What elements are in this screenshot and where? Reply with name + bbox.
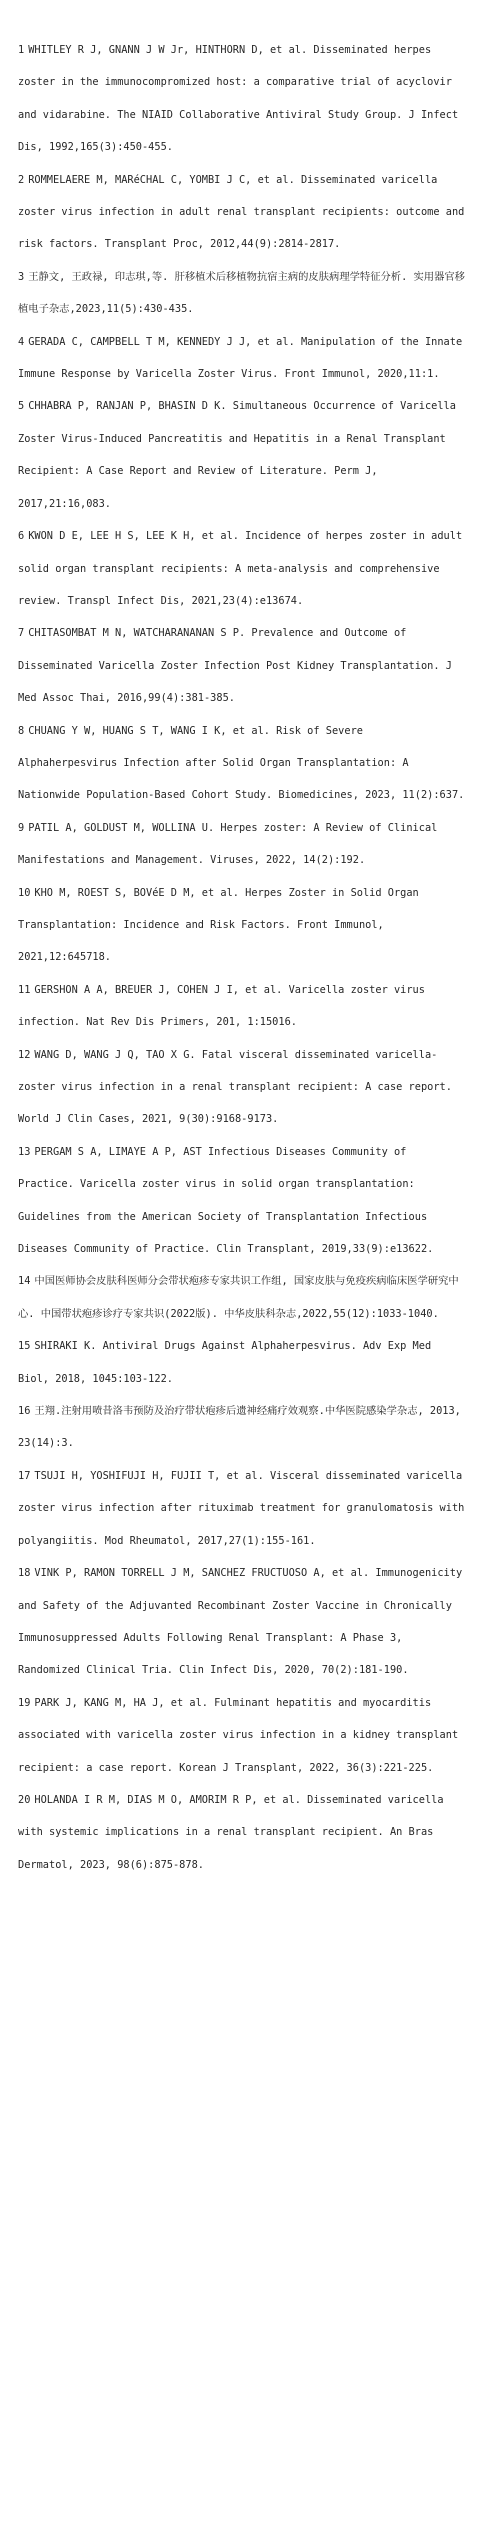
reference-entry bbox=[18, 877, 466, 974]
reference-entry bbox=[18, 1136, 466, 1266]
reference-entry bbox=[18, 1460, 466, 1557]
reference-entry bbox=[18, 974, 466, 1039]
reference-entry bbox=[18, 1265, 466, 1330]
reference-text: SHIRAKI K. Antiviral Drugs Against Alphaherpesvirus. Adv Exp Med Biol, 2018, 1045:103-122. bbox=[18, 1340, 432, 1385]
reference-number: 4 bbox=[18, 335, 25, 348]
reference-number: 18 bbox=[18, 1567, 31, 1580]
reference-list bbox=[18, 34, 466, 1881]
reference-entry bbox=[18, 520, 466, 617]
reference-text: KHO M, ROEST S, BOVéE D M, et al. Herpes Zoster in Solid Organ Transplantation: Incidence and Risk Factors. Front Immunol, 2021,12:645718. bbox=[18, 886, 419, 964]
reference-number: 13 bbox=[18, 1145, 31, 1158]
reference-number: 3 bbox=[18, 270, 25, 283]
reference-entry bbox=[18, 1557, 466, 1687]
reference-number: 16 bbox=[18, 1405, 31, 1418]
reference-number: 5 bbox=[18, 400, 25, 413]
reference-entry bbox=[18, 1687, 466, 1784]
reference-text: CHITASOMBAT M N, WATCHARANANAN S P. Prevalence and Outcome of Disseminated Varicella Zoster Infection Post Kidney Transplantation. J Med Assoc Thai, 2016,99(4):381-385. bbox=[18, 627, 452, 705]
reference-number: 11 bbox=[18, 983, 31, 996]
reference-number: 19 bbox=[18, 1696, 31, 1709]
reference-entry bbox=[18, 1330, 466, 1395]
reference-number: 20 bbox=[18, 1793, 31, 1806]
reference-entry bbox=[18, 715, 466, 812]
reference-entry bbox=[18, 34, 466, 164]
reference-number: 7 bbox=[18, 627, 25, 640]
reference-number: 14 bbox=[18, 1275, 31, 1288]
reference-number: 6 bbox=[18, 530, 25, 543]
reference-text: 王翔.注射用喷昔洛韦预防及治疗带状疱疹后遗神经痛疗效观察.中华医院感染学杂志, 2013, 23(14):3. bbox=[18, 1405, 461, 1450]
reference-text: VINK P, RAMON TORRELL J M, SANCHEZ FRUCTUOSO A, et al. Immunogenicity and Safety of the Adjuvanted Recombinant Zoster Vaccine in Chronically Immunosuppressed Adults Following Renal Transplant: A Phase 3, Randomized Clinical Tria. Clin Infect Dis, 2020, 70(2):181-190. bbox=[18, 1567, 463, 1677]
reference-text: 王静文, 王政禄, 印志琪,等. 肝移植术后移植物抗宿主病的皮肤病理学特征分析. 实用器官移植电子杂志,2023,11(5):430-435. bbox=[18, 270, 465, 316]
reference-text: GERSHON A A, BREUER J, COHEN J I, et al. Varicella zoster virus infection. Nat Rev Dis Primers, 201, 1:15016. bbox=[18, 983, 425, 1029]
reference-text: HOLANDA I R M, DIAS M O, AMORIM R P, et al. Disseminated varicella with systemic implications in a renal transplant recipient. An Bras Dermatol, 2023, 98(6):875-878. bbox=[18, 1793, 444, 1871]
reference-text: GERADA C, CAMPBELL T M, KENNEDY J J, et al. Manipulation of the Innate Immune Response by Varicella Zoster Virus. Front Immunol, 2020,11:1. bbox=[18, 335, 463, 381]
reference-entry bbox=[18, 326, 466, 391]
reference-number: 9 bbox=[18, 821, 25, 834]
reference-entry bbox=[18, 164, 466, 261]
reference-text: CHUANG Y W, HUANG S T, WANG I K, et al. Risk of Severe Alphaherpesvirus Infection after Solid Organ Transplantation: A Nationwide Population-Based Cohort Study. Biomedicines, 2023, 11(2):637. bbox=[18, 724, 465, 802]
reference-number: 2 bbox=[18, 173, 25, 186]
reference-text: ROMMELAERE M, MARéCHAL C, YOMBI J C, et al. Disseminated varicella zoster virus infection in adult renal transplant recipients: outcome and risk factors. Transplant Proc, 2012,44(9):2814-2817. bbox=[18, 173, 465, 251]
reference-entry bbox=[18, 617, 466, 714]
reference-number: 12 bbox=[18, 1048, 31, 1061]
reference-entry bbox=[18, 812, 466, 877]
reference-text: 中国医师协会皮肤科医师分会带状疱疹专家共识工作组, 国家皮肤与免疫疾病临床医学研究中心. 中国带状疱疹诊疗专家共识(2022版). 中华皮肤科杂志,2022,55(12):1033-1040. bbox=[18, 1275, 459, 1320]
reference-number: 15 bbox=[18, 1340, 31, 1353]
reference-entry bbox=[18, 1395, 466, 1460]
reference-number: 10 bbox=[18, 886, 31, 899]
reference-entry bbox=[18, 261, 466, 326]
reference-number: 1 bbox=[18, 44, 25, 56]
reference-entry bbox=[18, 1784, 466, 1881]
reference-entry bbox=[18, 390, 466, 520]
reference-text: WANG D, WANG J Q, TAO X G. Fatal visceral disseminated varicella-zoster virus infection in a renal transplant recipient: A case report. World J Clin Cases, 2021, 9(30):9168-9173. bbox=[18, 1048, 452, 1126]
reference-text: KWON D E, LEE H S, LEE K H, et al. Incidence of herpes zoster in adult solid organ transplant recipients: A meta-analysis and comprehensive review. Transpl Infect Dis, 2021,23(4):e13674. bbox=[18, 530, 463, 607]
reference-text: WHITLEY R J, GNANN J W Jr, HINTHORN D, et al. Disseminated herpes zoster in the immunocompromized host: a comparative trial of acyclovir and vidarabine. The NIAID Collaborative Antiviral Study Group. J Infect Dis, 1992,165(3):450-455. bbox=[18, 44, 459, 154]
reference-text: TSUJI H, YOSHIFUJI H, FUJII T, et al. Visceral disseminated varicella zoster virus infection after rituximab treatment for granulomatosis with polyangiitis. Mod Rheumatol, 2017,27(1):155-161. bbox=[18, 1469, 465, 1547]
reference-entry bbox=[18, 1039, 466, 1136]
reference-number: 8 bbox=[18, 724, 25, 737]
reference-text: CHHABRA P, RANJAN P, BHASIN D K. Simultaneous Occurrence of Varicella Zoster Virus-Induced Pancreatitis and Hepatitis in a Renal Transplant Recipient: A Case Report and Review of Literature. Perm J, 2017,21:16,083. bbox=[18, 400, 456, 510]
reference-text: PERGAM S A, LIMAYE A P, AST Infectious Diseases Community of Practice. Varicella zoster virus in solid organ transplantation: Guidelines from the American Society of Transplantation Infectious Diseases Community of Practice. Clin Transplant, 2019,33(9):e13622. bbox=[18, 1145, 434, 1256]
reference-text: PATIL A, GOLDUST M, WOLLINA U. Herpes zoster: A Review of Clinical Manifestations and Management. Viruses, 2022, 14(2):192. bbox=[18, 821, 438, 867]
reference-number: 17 bbox=[18, 1469, 31, 1482]
reference-text: PARK J, KANG M, HA J, et al. Fulminant hepatitis and myocarditis associated with varicella zoster virus infection in a kidney transplant recipient: a case report. Korean J Transplant, 2022, 36(3):221-225. bbox=[18, 1696, 459, 1774]
